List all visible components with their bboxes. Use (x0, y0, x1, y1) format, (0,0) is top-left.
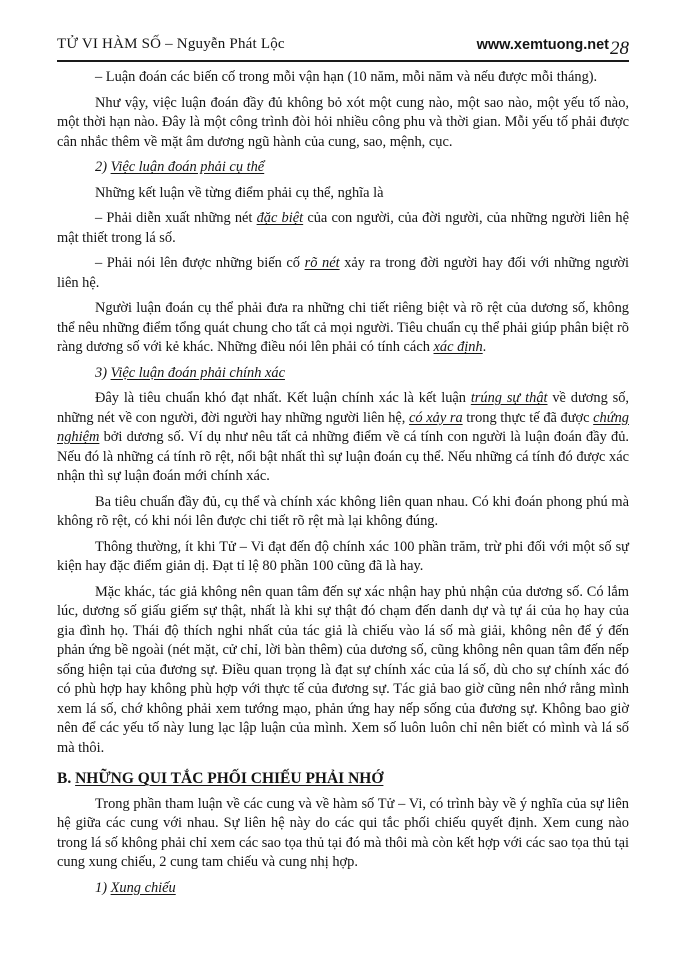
text-segment: Những kết luận về từng điểm phải cụ thể, nghĩa là (95, 184, 384, 201)
paragraph (57, 254, 629, 293)
document-body (57, 68, 629, 898)
text-segment: . (482, 339, 487, 355)
page-number: 28 (610, 38, 629, 59)
text-segment: B. (57, 770, 76, 787)
paragraph (57, 184, 629, 204)
website-url: www.xemtuong.net (476, 37, 609, 53)
text-segment: bởi dương số. Ví dụ như nêu tất cả những điểm về cá tính con người là luận đoán đầy đủ. Nếu đó là những cá tính rõ rệt, nổi bật nhất thì sự luận đoán cụ thể. Nếu những cá tính đó được xác nhận thì sự luận đoán mới chính xác. (57, 429, 629, 484)
paragraph (57, 299, 629, 358)
text-segment: 1) (95, 879, 111, 896)
text-segment: 3) (95, 364, 111, 381)
paragraph (57, 389, 629, 487)
text-segment: Như vậy, việc luận đoán đầy đủ không bỏ xót một cung nào, một sao nào, một yếu tố nào, một thời hạn nào. Đây là một công trình đòi hỏi nhiều công phu và thời gian. Mỗi yếu tố phải được cân nhắc thêm về mặt âm dương ngũ hành của cung, sao, mệnh, cục. (57, 94, 629, 150)
subsection-heading (57, 158, 629, 178)
emphasized-text: có xảy ra (409, 409, 463, 426)
text-segment: Thông thường, ít khi Tử – Vi đạt đến độ chính xác 100 phần trăm, trừ phi đối với một số sự kiện hay đặc điểm giản dị. Đạt tỉ lệ 80 phần 100 cũng đã là hay. (57, 538, 629, 574)
text-segment: của con người, của đời người, của những người liên hệ mật thiết trong lá số. (57, 210, 629, 246)
emphasized-text: Việc luận đoán phải chính xác (110, 364, 285, 381)
paragraph (57, 538, 629, 577)
text-segment: – Phải nói lên được những biến cố (95, 255, 305, 271)
text-segment: Người luận đoán cụ thể phải đưa ra những chi tiết riêng biệt và rõ rệt của dương số, không thể nêu những điểm tổng quát chung cho tất cả mọi người. Tiêu chuẩn cụ thể phải giúp phân biệt rõ ràng dương số với kẻ khác. Những điều nói lên phải có tính cách (57, 300, 629, 355)
page-header (57, 36, 629, 62)
emphasized-text: NHỮNG QUI TẮC PHỐI CHIẾU PHẢI NHỚ (75, 770, 384, 787)
header-right (476, 37, 629, 59)
emphasized-text: Xung chiếu (110, 879, 176, 896)
text-segment: Đây là tiêu chuẩn khó đạt nhất. Kết luận chính xác là kết luận (95, 390, 471, 406)
section-heading (57, 769, 629, 789)
text-segment: về dương số, những nét về con người, đời người hay những người liên hệ, (57, 390, 630, 426)
text-segment: Mặc khác, tác giả không nên quan tâm đến sự xác nhận hay phủ nhận của dương số. Có lắm lúc, dương số giấu giếm sự thật, nhất là khi sự thật đó chạm đến danh dự và tự ái của họ hay của gia đình họ. Thái độ thích nghi nhất của tác giả là chiếu vào lá số mà giải, không nên để ý đến phản ứng bề ngoài (nét mặt, cử chỉ, lời bàn thêm) của dương số, cũng không nên quan tâm đến nếp sống hiện tại của đương sự. Điều quan trọng là đạt sự chính xác của lá số, dù cho sự chính xác đó có phù hợp hay không phù hợp với thực tế của đương sự. Tác giả bao giờ cũng nên nhớ rằng mình xem lá số, chớ không phải xem tướng mạo, phản ứng hay nếp sống của đương sự. Không bao giờ nên để các yếu tố này lung lạc lập luận của mình. Xem số luôn luôn chỉ nên biết có mình và lá số mà thôi. (57, 583, 629, 756)
paragraph (57, 795, 629, 873)
text-segment: 2) (95, 159, 111, 175)
paragraph (57, 94, 629, 153)
emphasized-text: xác định (433, 339, 483, 355)
text-segment: Ba tiêu chuẩn đầy đủ, cụ thể và chính xác không liên quan nhau. Có khi đoán phong phú mà không rõ rệt, có khi nói lên được chi tiết rõ rệt mà lại không đúng. (57, 493, 629, 529)
paragraph (57, 493, 629, 532)
text-segment: – Luận đoán các biến cố trong mỗi vận hạn (10 năm, mỗi năm và nếu được mỗi tháng). (95, 69, 598, 85)
subsection-heading (57, 879, 629, 899)
text-segment: xảy ra trong đời người hay đối với những người liên hệ. (57, 255, 630, 291)
text-segment: trong thực tế đã được (462, 409, 594, 426)
emphasized-text: đặc biệt (256, 210, 304, 226)
text-segment: Trong phần tham luận về các cung và về hàm số Tử – Vi, có trình bày về ý nghĩa của sự liên hệ giữa các cung với nhau. Sự liên hệ này do các qui tắc phối chiếu quyết định. Xem cung nào trong lá số không phải chỉ xem các sao tọa thủ tại đó mà thôi mà còn kết hợp với các sao tọa thủ tại cung xung chiếu, 2 cung tam chiếu và cung nhị hợp. (57, 795, 629, 870)
subsection-heading (57, 364, 629, 384)
emphasized-text: chứng nghiệm (57, 409, 629, 445)
emphasized-text: trúng sự thật (470, 390, 548, 406)
emphasized-text: rõ nét (304, 255, 340, 271)
text-segment: – Phải diễn xuất những nét (95, 210, 257, 226)
book-title: TỬ VI HÀM SỐ – Nguyễn Phát Lộc (57, 36, 285, 52)
emphasized-text: Việc luận đoán phải cụ thể (110, 159, 265, 175)
paragraph (57, 209, 629, 248)
paragraph (57, 583, 629, 759)
paragraph (57, 68, 629, 88)
